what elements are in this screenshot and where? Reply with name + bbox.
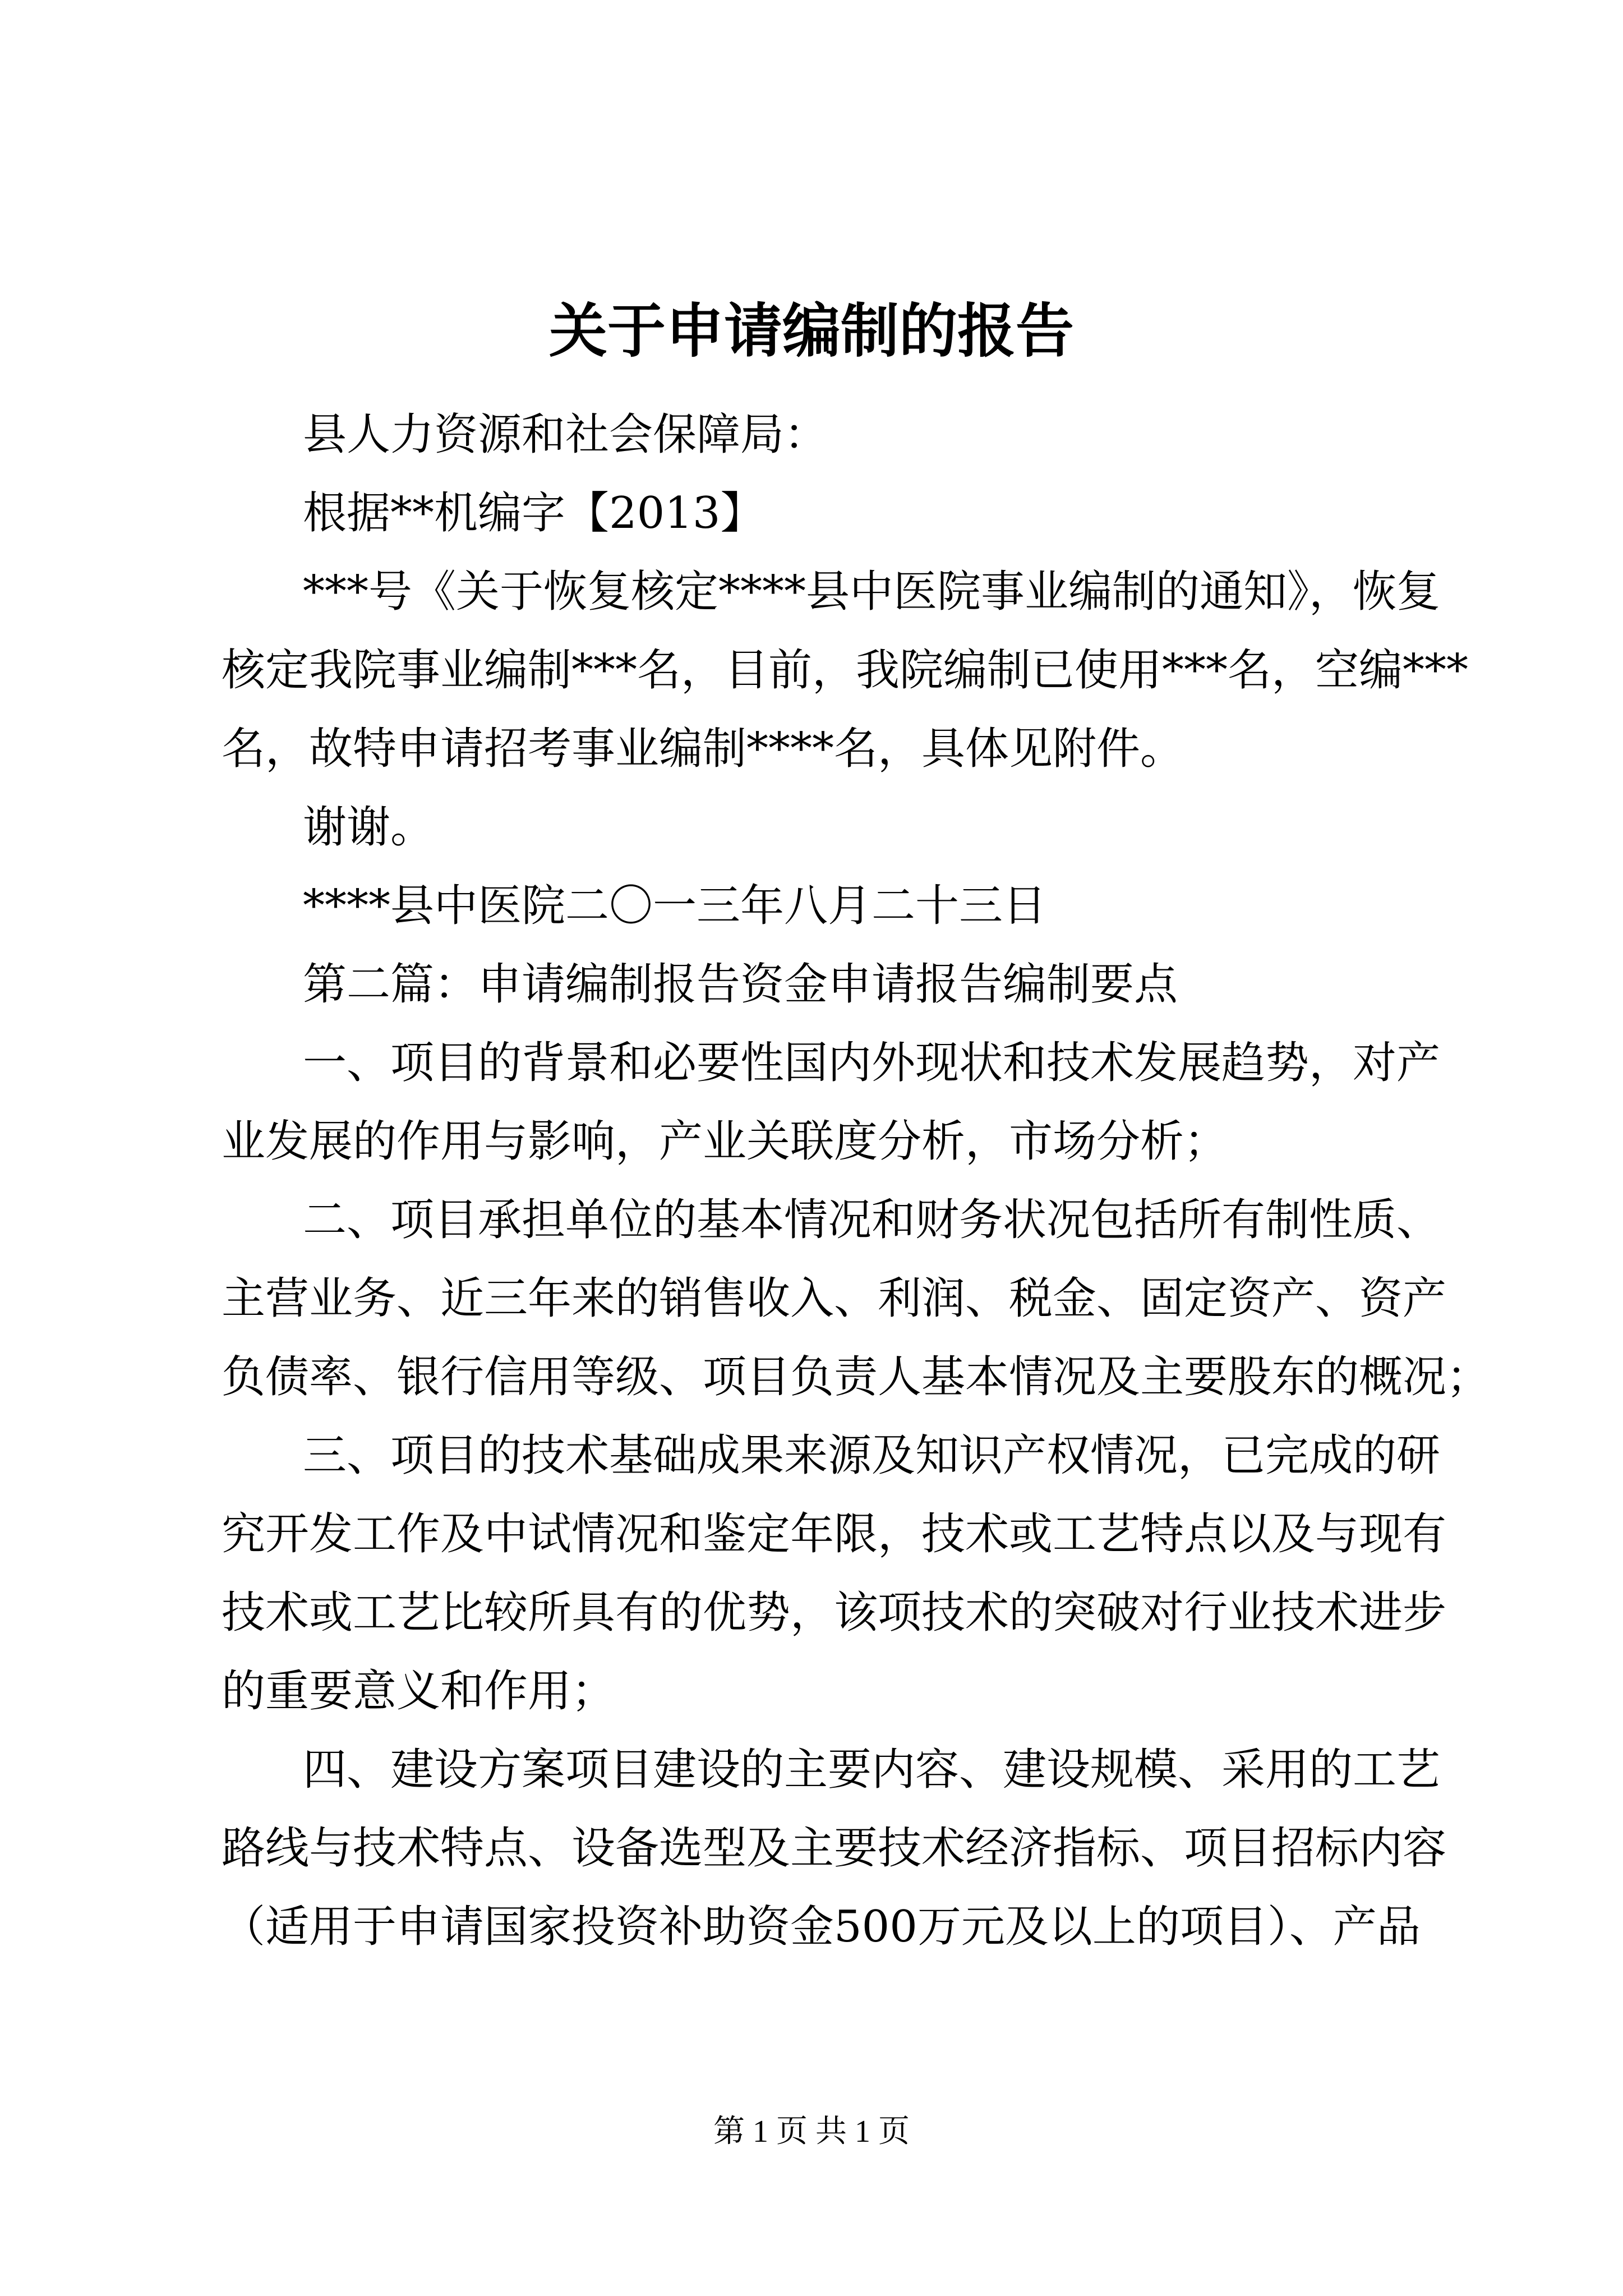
- body-line: 技术或工艺比较所具有的优势，该项技术的突破对行业技术进步: [222, 1588, 1447, 1638]
- body-line: 一、项目的背景和必要性国内外现状和技术发展趋势，对产: [303, 1038, 1441, 1088]
- body-line: 主营业务、近三年来的销售收入、利润、税金、固定资产、资产: [222, 1273, 1447, 1324]
- body-line: 负债率、银行信用等级、项目负责人基本情况及主要股东的概况；: [222, 1352, 1491, 1402]
- body-line: 的重要意义和作用；: [222, 1666, 616, 1717]
- body-line: 四、建设方案项目建设的主要内容、建设规模、采用的工艺: [303, 1745, 1441, 1795]
- body-line: 谢谢。: [303, 802, 435, 853]
- body-line: 第二篇：申请编制报告资金申请报告编制要点: [303, 959, 1178, 1010]
- body-line: ****县中医院二〇一三年八月二十三日: [303, 881, 1047, 931]
- body-line: 业发展的作用与影响，产业关联度分析，市场分析；: [222, 1116, 1228, 1167]
- body-line: 县人力资源和社会保障局：: [303, 409, 828, 460]
- body-line: 三、项目的技术基础成果来源及知识产权情况，已完成的研: [303, 1430, 1441, 1481]
- body-line: 根据**机编字【2013】: [303, 488, 764, 539]
- body-line: 路线与技术特点、设备选型及主要技术经济指标、项目招标内容: [222, 1823, 1447, 1874]
- body-line: 名，故特申请招考事业编制****名，具体见附件。: [222, 724, 1184, 774]
- body-line: ***号《关于恢复核定****县中医院事业编制的通知》，恢复: [303, 567, 1441, 617]
- body-line: 究开发工作及中试情况和鉴定年限，技术或工艺特点以及与现有: [222, 1509, 1447, 1559]
- body-line: 核定我院事业编制***名，目前，我院编制已使用***名，空编***: [222, 645, 1469, 696]
- document-title: 关于申请编制的报告: [548, 297, 1074, 365]
- body-line: （适用于申请国家投资补助资金500万元及以上的项目）、产品: [222, 1902, 1421, 1952]
- page-number-footer: 第 1 页 共 1 页: [713, 2114, 910, 2149]
- body-line: 二、项目承担单位的基本情况和财务状况包括所有制性质、: [303, 1195, 1441, 1245]
